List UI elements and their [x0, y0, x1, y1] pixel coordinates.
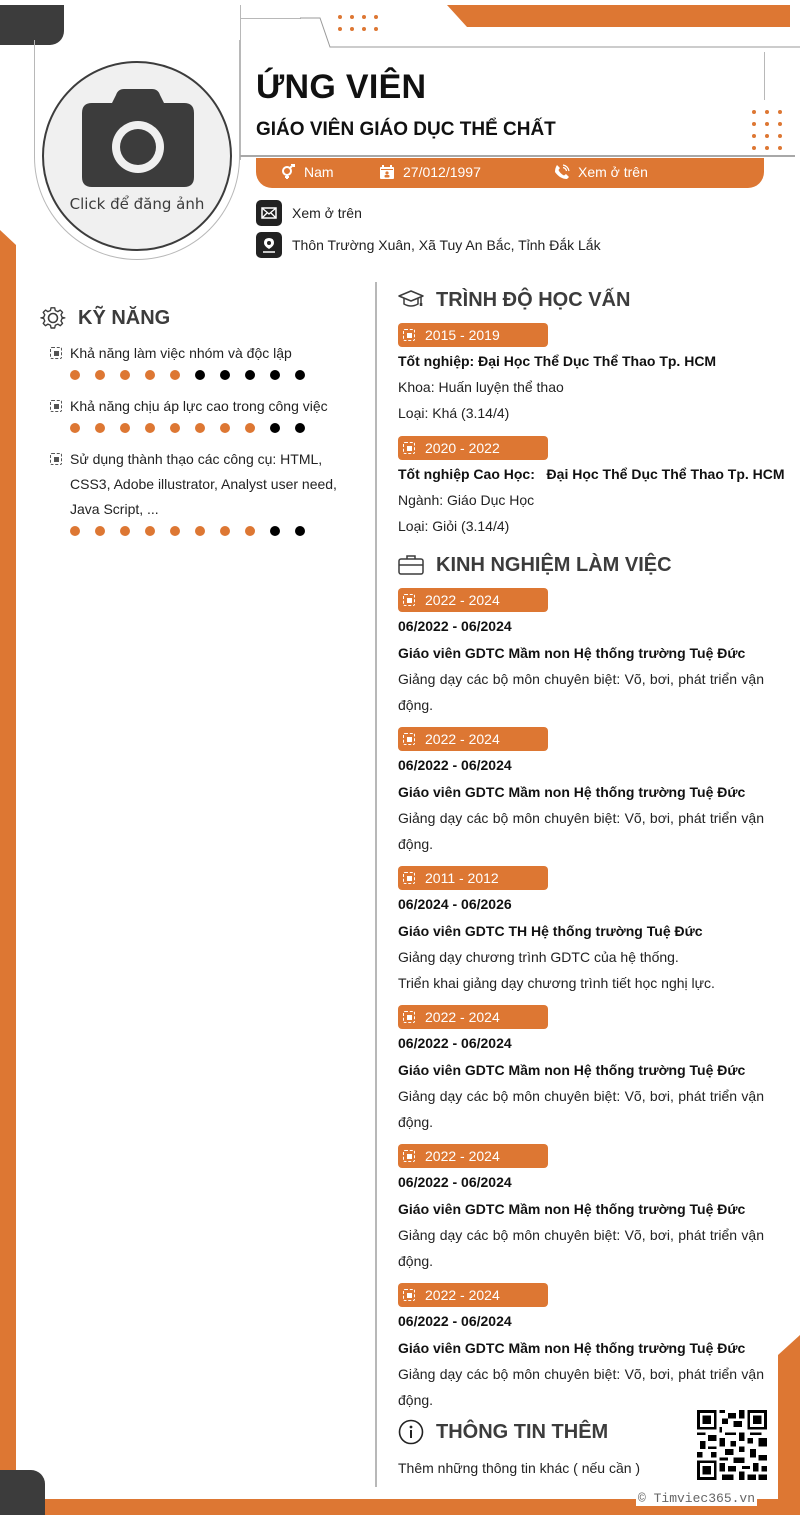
info-icon: [398, 1419, 424, 1445]
avatar-upload[interactable]: [42, 61, 232, 251]
briefcase-icon: [398, 552, 424, 578]
experience-item[interactable]: 2022 - 2024 06/2022 - 06/2024 Giáo viên GDTC Mầm non Hệ thống trường Tuệ Đức Giảng dạy các bộ môn chuyên biệt: Võ, bơi, phát triển vận động.: [398, 727, 764, 857]
experience-item[interactable]: 2022 - 2024 06/2022 - 06/2024 Giáo viên GDTC Mầm non Hệ thống trường Tuệ Đức Giảng dạy các bộ môn chuyên biệt: Võ, bơi, phát triển vận động.: [398, 1005, 764, 1135]
avatar-upload-label: Click để đăng ảnh: [69, 195, 205, 213]
period-badge: 2022 - 2024: [398, 1283, 548, 1307]
education-item[interactable]: 2015 - 2019 Tốt nghiệp: Đại Học Thể Dục Thể Thao Tp. HCM Khoa: Huấn luyện thể thao Loại: Khá (3.14/4): [398, 323, 764, 426]
divider-line: [241, 18, 301, 19]
experience-item[interactable]: 2022 - 2024 06/2022 - 06/2024 Giáo viên GDTC Mầm non Hệ thống trường Tuệ Đức Giảng dạy các bộ môn chuyên biệt: Võ, bơi, phát triển vận động.: [398, 1283, 764, 1413]
gender-field[interactable]: Nam: [280, 164, 334, 180]
period-badge: 2022 - 2024: [398, 588, 548, 612]
divider-line: [240, 155, 795, 157]
bullet-icon: [403, 872, 415, 884]
phone-field[interactable]: Xem ở trên: [554, 164, 648, 180]
skill-item[interactable]: Khả năng làm việc nhóm và độc lập: [50, 341, 365, 380]
bullet-icon: [403, 1150, 415, 1162]
bullet-icon: [50, 400, 62, 412]
bullet-icon: [50, 453, 62, 465]
skills-heading: KỸ NĂNG: [40, 305, 170, 331]
period-badge: 2015 - 2019: [398, 323, 548, 347]
gear-icon: [40, 305, 66, 331]
skill-rating[interactable]: [70, 370, 365, 380]
period-badge: 2011 - 2012: [398, 866, 548, 890]
job-title[interactable]: GIÁO VIÊN GIÁO DỤC THỂ CHẤT: [256, 119, 556, 140]
divider-line: [240, 5, 241, 160]
side-bar-right: [778, 1335, 800, 1505]
side-bar-left: [0, 230, 16, 1500]
period-badge: 2022 - 2024: [398, 1005, 548, 1029]
experience-item[interactable]: 2022 - 2024 06/2022 - 06/2024 Giáo viên GDTC Mầm non Hệ thống trường Tuệ Đức Giảng dạy các bộ môn chuyên biệt: Võ, bơi, phát triển vận động.: [398, 1144, 764, 1274]
education-item[interactable]: 2020 - 2022 Tốt nghiệp Cao Học: Đại Học Thể Dục Thể Thao Tp. HCM Ngành: Giáo Dục Học Loại: Giỏi (3.14/4): [398, 436, 764, 539]
bullet-icon: [403, 329, 415, 341]
skill-item[interactable]: Sử dụng thành thạo các công cụ: HTML, CSS3, Adobe illustrator, Analyst user need, Java Script, ...: [50, 447, 365, 536]
dots-decoration: [338, 15, 378, 31]
period-badge: 2022 - 2024: [398, 1144, 548, 1168]
email-field[interactable]: Xem ở trên: [256, 200, 362, 226]
phone-icon: [554, 164, 570, 180]
email-icon: [256, 200, 282, 226]
camera-icon: [82, 89, 194, 187]
skill-item[interactable]: Khả năng chịu áp lực cao trong công việc: [50, 394, 365, 433]
personal-info-bar: [256, 158, 764, 188]
experience-item[interactable]: 2011 - 2012 06/2024 - 06/2026 Giáo viên GDTC TH Hệ thống trường Tuệ Đức Giảng dạy chương trình GDTC của hệ thống. Triển khai giảng dạy chương trình tiết học nghị lực.: [398, 866, 764, 996]
graduation-cap-icon: [398, 287, 424, 313]
bullet-icon: [403, 594, 415, 606]
bullet-icon: [403, 1289, 415, 1301]
address-field[interactable]: Thôn Trường Xuân, Xã Tuy An Bắc, Tỉnh Đắk Lắk: [256, 232, 601, 258]
experience-item[interactable]: 2022 - 2024 06/2022 - 06/2024 Giáo viên GDTC Mầm non Hệ thống trường Tuệ Đức Giảng dạy các bộ môn chuyên biệt: Võ, bơi, phát triển vận động.: [398, 588, 764, 718]
dots-decoration: [752, 110, 782, 150]
location-icon: [256, 232, 282, 258]
bullet-icon: [50, 347, 62, 359]
skill-rating[interactable]: [70, 423, 365, 433]
bullet-icon: [403, 733, 415, 745]
bullet-icon: [403, 442, 415, 454]
birthday-field[interactable]: 27/012/1997: [379, 164, 481, 180]
education-heading: TRÌNH ĐỘ HỌC VẤN: [398, 287, 630, 313]
additional-info-text[interactable]: Thêm những thông tin khác ( nếu cần ): [398, 1460, 641, 1476]
experience-heading: KINH NGHIỆM LÀM VIỆC: [398, 552, 672, 578]
corner-decoration-bottom-left: [0, 1470, 45, 1515]
column-divider: [375, 282, 377, 1487]
bullet-icon: [403, 1011, 415, 1023]
candidate-name[interactable]: ỨNG VIÊN: [256, 68, 427, 106]
qr-code-icon: [697, 1410, 767, 1480]
skill-rating[interactable]: [70, 526, 365, 536]
corner-decoration-top-left: [0, 5, 64, 45]
period-badge: 2022 - 2024: [398, 727, 548, 751]
copyright-text: © Timviec365.vn: [638, 1491, 756, 1506]
gender-icon: [280, 164, 296, 180]
divider-line: [764, 52, 765, 100]
additional-info-heading: THÔNG TIN THÊM: [398, 1419, 608, 1445]
calendar-icon: [379, 164, 395, 180]
period-badge: 2020 - 2022: [398, 436, 548, 460]
